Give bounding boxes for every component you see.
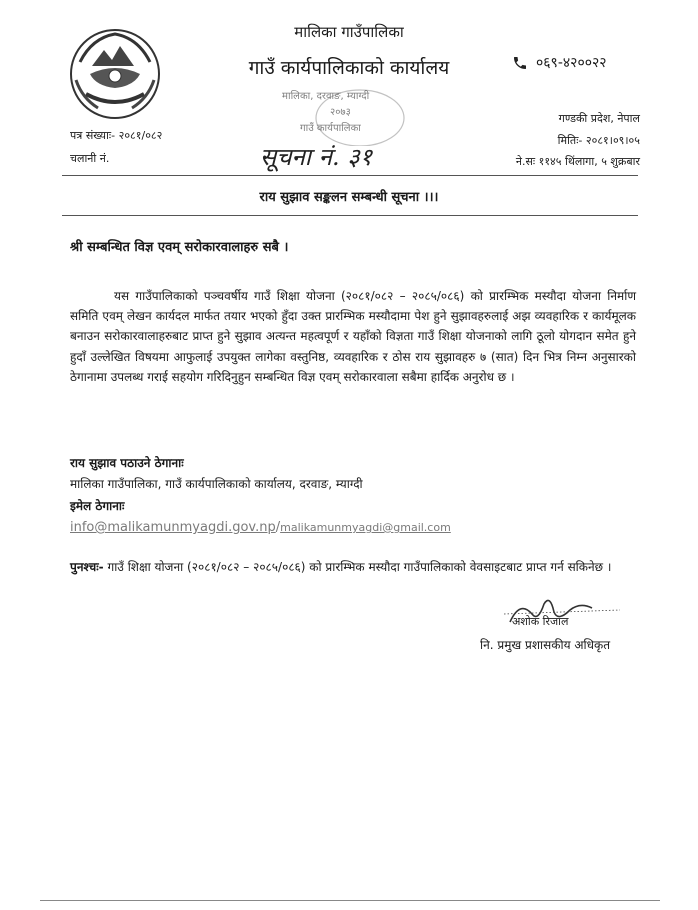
dispatch-number: चलानी नं.	[70, 152, 110, 165]
notice-number: सूचना नं. ३१	[260, 143, 373, 171]
phone-block	[512, 53, 607, 72]
nepal-sambat-date: ने.सः ११४५ थिंलागा, ५ शुक्रबार	[515, 155, 640, 168]
stamp-line3: गाउँ कार्यपालिका	[300, 123, 361, 134]
office-stamp	[270, 82, 410, 146]
postscript-text: गाउँ शिक्षा योजना (२०८१/०८२ – २०८५/०८६) को प्रारम्भिक मस्यौदा गाउँपालिकाको वेवसाइटबाट प्राप्त गर्न सकिनेछ ।	[107, 560, 612, 574]
address-value: मालिका गाउँपालिका, गाउँ कार्यपालिकाको कार्यालय, दरवाङ, म्याग्दी	[70, 477, 363, 491]
body-paragraph: यस गाउँपालिकाको पञ्चवर्षीय गाउँ शिक्षा योजना (२०८१/०८२ – २०८५/०८६) को प्रारम्भिक मस्यौदा योजना निर्माण समिति एवम् लेखन कार्यदल मार्फत तयार भएको हुँदा उक्त प्रारम्भिक मस्यौदामा पेश हुने सुझावहरुलाई अझ व्यवहारिक र कार्यमूलक बनाउन सरोकारवालाहरुबाट प्राप्त हुने सुझाव अत्यन्त महत्वपूर्ण र यहाँको विज्ञता गाउँ शिक्षा योजनाको लागि ठूलो योगदान समेत हुने हुदाँ उल्लेखित विषयमा आफुलाई उपयुक्त लागेका वस्तुनिष्ठ, व्यवहारिक र ठोस राय सुझावहरु ७ (सात) दिन भित्र निम्न अनुसारको ठेगानामा उपलब्ध गराई सहयोग गरिदिनुहुन सम्बन्धित विज्ञ एवम् सरोकारवाला सबैमा हार्दिक अनुरोध छ ।	[70, 289, 636, 384]
signer-name: अशोक रिजाल	[512, 615, 569, 628]
email-block	[70, 520, 451, 535]
address-heading: राय सुझाव पठाउने ठेगानाः	[70, 456, 184, 470]
phone-icon	[512, 55, 528, 71]
footer-divider	[40, 900, 660, 901]
header-divider	[62, 175, 638, 176]
subject: राय सुझाव सङ्कलन सम्बन्धी सूचना ।।।	[259, 190, 439, 205]
email-heading: इमेल ठेगानाः	[70, 499, 125, 513]
email-link-primary[interactable]: info@malikamunmyagdi.gov.np	[70, 520, 276, 535]
letter-number: पत्र संख्याः- २०८१/०८२	[70, 129, 163, 142]
email-separator: /	[275, 520, 281, 535]
stamp-line2: २०७३	[330, 107, 351, 118]
province: गण्डकी प्रदेश, नेपाल	[558, 112, 640, 125]
postscript	[70, 557, 636, 578]
stamp-line1: मालिका, दरवाङ, म्याग्दी	[282, 91, 370, 102]
phone-number: ०६९-४२००२२	[536, 55, 607, 71]
subject-divider	[62, 215, 638, 216]
postscript-label: पुनश्चः-	[70, 560, 104, 574]
salutation: श्री सम्बन्धित विज्ञ एवम् सरोकारवालाहरु सबै ।	[70, 240, 289, 255]
signer-designation: नि. प्रमुख प्रशासकीय अधिकृत	[480, 638, 611, 652]
org-name-line2: गाउँ कार्यपालिकाको कार्यालय	[248, 57, 450, 79]
letter-date: मितिः- २०८१।०९।०५	[557, 134, 640, 147]
org-name-line1: मालिका गाउँपालिका	[294, 23, 404, 41]
email-link-secondary[interactable]: malikamunmyagdi@gmail.com	[280, 521, 451, 534]
